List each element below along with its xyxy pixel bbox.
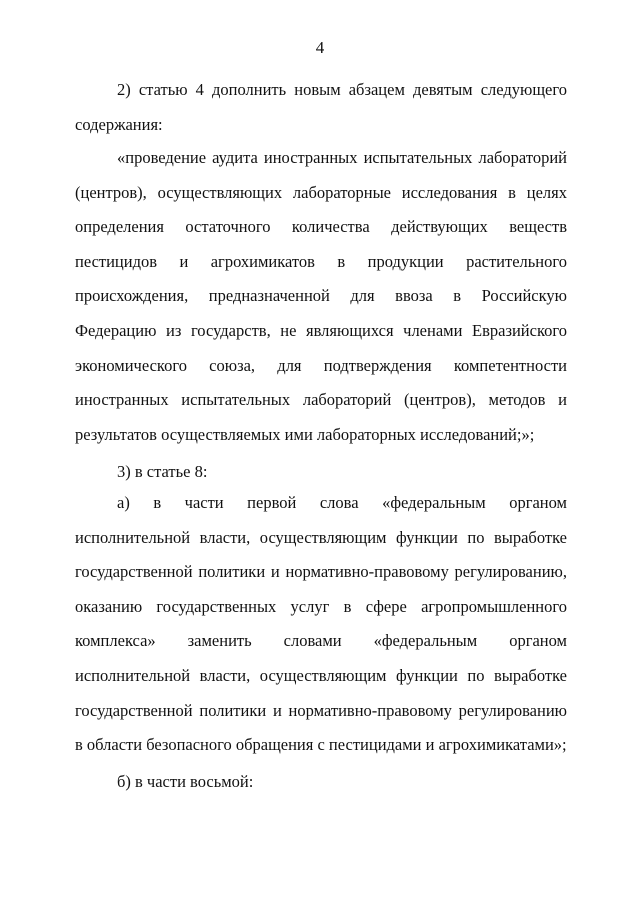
paragraph-part-one-replacement: а) в части первой слова «федеральным органом исполнительной власти, осуществляющим функции по выработке государственной политики и нормативно-правовому регулированию, оказанию государственных услуг в сфере агропромышленного комплекса» заменить словами «федеральным органом исполнительной власти, осуществляющим функции по выработке государственной политики и нормативно-правовому регулированию в области безопасного обращения с пестицидами и агрохимикатами»;	[75, 493, 567, 755]
paragraph-part-eight-heading: б) в части восьмой:	[117, 772, 254, 791]
paragraph-article-4-amendment: 2) статью 4 дополнить новым абзацем девятым следующего содержания:	[75, 80, 567, 134]
page-number: 4	[315, 38, 325, 57]
paragraph-quoted-new-clause: «проведение аудита иностранных испытательных лабораторий (центров), осуществляющих лабораторные исследования в целях определения остаточного количества действующих веществ пестицидов и агрохимикатов в продукции растительного происхождения, предназначенной для ввоза в Российскую Федерацию из государств, не являющихся членами Евразийского экономического союза, для подтверждения компетентности иностранных испытательных лабораторий (центров), методов и результатов осуществляемых ими лабораторных исследований;»;	[75, 148, 567, 444]
paragraph-article-8-heading: 3) в статье 8:	[117, 462, 208, 481]
